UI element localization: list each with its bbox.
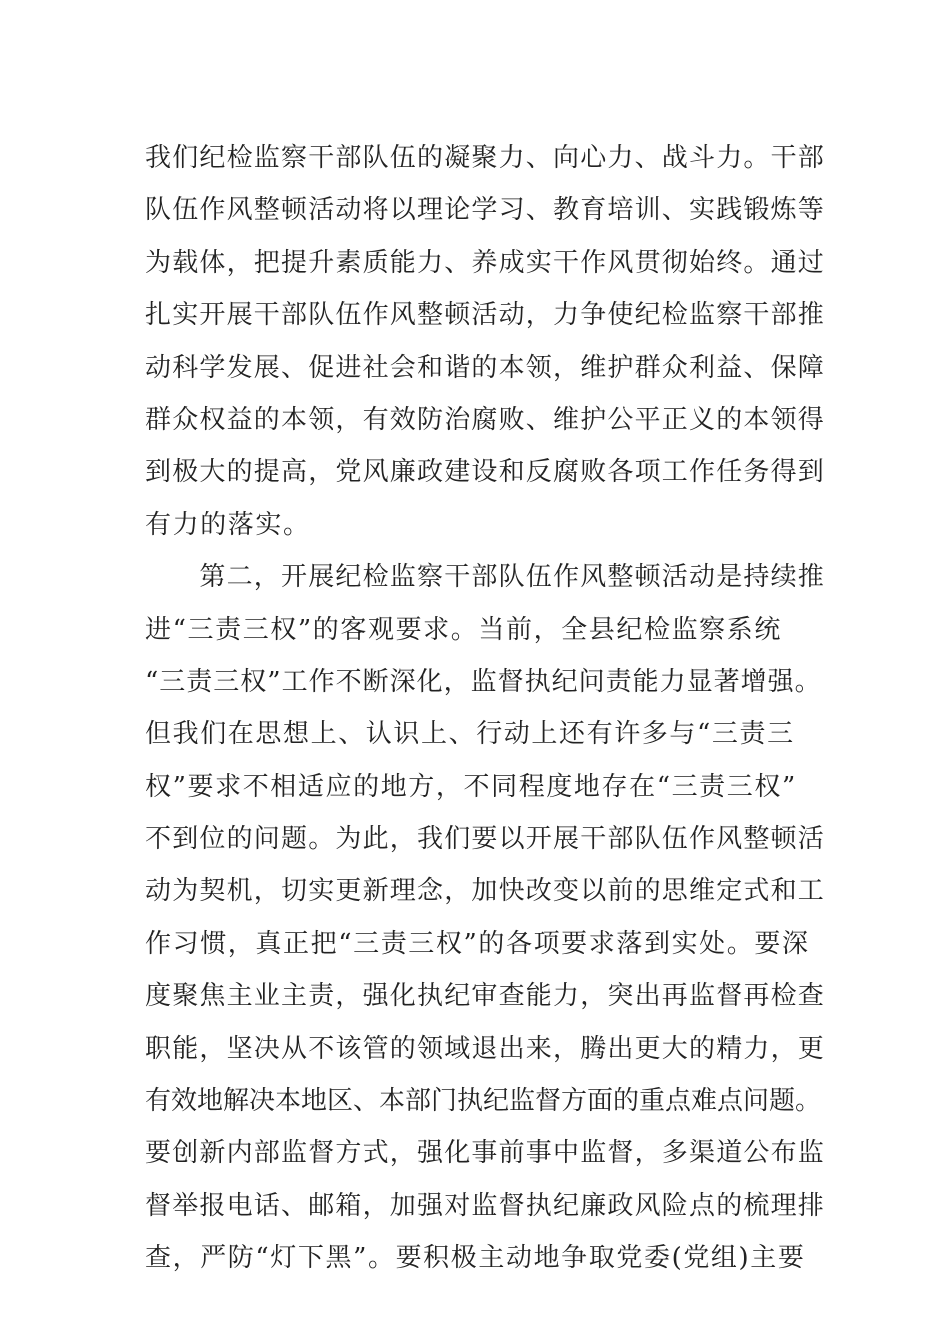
text-line: 扎实开展干部队伍作风整顿活动，力争使纪检监察干部推: [145, 300, 826, 331]
body-text: [145, 132, 825, 1285]
text-line: 查，严防“灯下黑”。要积极主动地争取党委(党组)主要: [145, 1243, 806, 1274]
text-line: 群众权益的本领，有效防治腐败、维护公平正义的本领得: [145, 404, 826, 435]
text-line: 但我们在思想上、认识上、行动上还有许多与“三责三: [145, 719, 795, 750]
text-line: 不到位的问题。为此，我们要以开展干部队伍作风整顿活: [145, 824, 826, 855]
text-line: 作习惯，真正把“三责三权”的各项要求落到实处。要深: [145, 928, 810, 959]
text-line: 我们纪检监察干部队伍的凝聚力、向心力、战斗力。干部: [145, 143, 826, 173]
text-line: 第二，开展纪检监察干部队伍作风整顿活动是持续推: [145, 562, 826, 593]
text-line: 有效地解决本地区、本部门执纪监督方面的重点难点问题。: [145, 1086, 822, 1117]
text-line: 到极大的提高，党风廉政建设和反腐败各项工作任务得到: [145, 457, 826, 488]
text-line: 进“三责三权”的客观要求。当前，全县纪检监察系统: [145, 614, 782, 645]
text-line: 动为契机，切实更新理念，加快改变以前的思维定式和工: [145, 876, 826, 907]
text-line: 队伍作风整顿活动将以理论学习、教育培训、实践锻炼等: [145, 195, 826, 226]
text-line: 动科学发展、促进社会和谐的本领，维护群众利益、保障: [145, 352, 826, 383]
text-line: 要创新内部监督方式，强化事前事中监督，多渠道公布监: [145, 1138, 826, 1169]
text-line: 有力的落实。: [145, 509, 311, 540]
text-line: “三责三权”工作不断深化，监督执纪问责能力显著增强。: [145, 666, 822, 697]
text-line: 权”要求不相适应的地方，不同程度地存在“三责三权”: [145, 771, 797, 802]
text-line: 督举报电话、邮箱，加强对监督执纪廉政风险点的梳理排: [145, 1190, 826, 1221]
text-line: 职能，坚决从不该管的领域退出来，腾出更大的精力，更: [145, 1033, 826, 1064]
text-line: 为载体，把提升素质能力、养成实干作风贯彻始终。通过: [145, 247, 826, 278]
text-line: 度聚焦主业主责，强化执纪审查能力，突出再监督再检查: [145, 981, 826, 1012]
